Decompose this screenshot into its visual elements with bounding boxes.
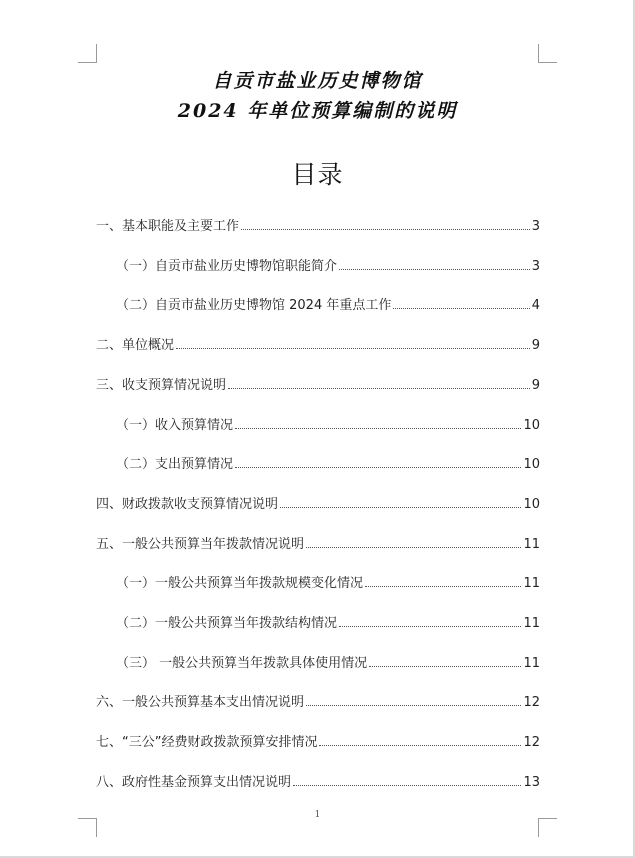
toc-dot-leader bbox=[293, 784, 521, 786]
toc-entry-page-number: 11 bbox=[523, 655, 540, 671]
toc-entry[interactable] bbox=[96, 530, 540, 552]
toc-dot-leader bbox=[393, 307, 529, 309]
toc-entry-page-number: 11 bbox=[523, 536, 540, 552]
toc-entry[interactable] bbox=[96, 212, 540, 234]
toc-entry-page-number: 13 bbox=[523, 774, 540, 790]
toc-entry-text: （一）自贡市盐业历史博物馆职能简介 bbox=[116, 258, 338, 274]
toc-entry-text: 七、“三公”经费财政拨款预算安排情况 bbox=[96, 735, 318, 751]
toc-entry-text: 五、一般公共预算当年拨款情况说明 bbox=[96, 536, 305, 552]
toc-entry-page-number: 10 bbox=[523, 457, 540, 473]
toc-entry[interactable] bbox=[116, 609, 540, 631]
toc-entry-page-number: 10 bbox=[523, 496, 540, 512]
toc-dot-leader bbox=[365, 585, 521, 587]
toc-entry[interactable] bbox=[116, 252, 540, 274]
toc-dot-leader bbox=[235, 427, 521, 429]
toc-entry-page-number: 10 bbox=[523, 417, 540, 433]
toc-entry-text: 一、基本职能及主要工作 bbox=[96, 219, 240, 234]
toc-dot-leader bbox=[228, 387, 530, 389]
toc-heading: 目录 bbox=[291, 160, 344, 189]
toc-dot-leader bbox=[241, 228, 530, 230]
toc-entry[interactable] bbox=[116, 569, 540, 591]
toc-entry[interactable] bbox=[96, 728, 540, 750]
toc-entry[interactable] bbox=[116, 291, 540, 313]
toc-entry[interactable] bbox=[116, 450, 540, 472]
toc-entry-text: （二）支出预算情况 bbox=[116, 457, 234, 473]
toc-entry-page-number: 12 bbox=[523, 735, 540, 751]
toc-entry-page-number: 3 bbox=[531, 219, 540, 234]
toc-entry[interactable] bbox=[96, 331, 540, 353]
toc-entry-text: 四、财政拨款收支预算情况说明 bbox=[96, 496, 279, 512]
toc-entry[interactable] bbox=[96, 688, 540, 710]
toc-entry-page-number: 3 bbox=[531, 258, 540, 274]
toc-entry[interactable] bbox=[116, 411, 540, 433]
toc-entry[interactable] bbox=[96, 371, 540, 393]
toc-entry-text: 二、单位概况 bbox=[96, 338, 175, 354]
toc-dot-leader bbox=[235, 466, 521, 468]
document-title-line-2: 2024 年单位预算编制的说明 bbox=[177, 100, 458, 122]
toc-entry-text: 六、一般公共预算基本支出情况说明 bbox=[96, 695, 305, 711]
toc-dot-leader bbox=[306, 704, 521, 706]
toc-dot-leader bbox=[176, 347, 530, 349]
toc-entry-page-number: 12 bbox=[523, 695, 540, 711]
toc-entry-text: 八、政府性基金预算支出情况说明 bbox=[96, 774, 292, 790]
toc-dot-leader bbox=[339, 625, 521, 627]
footer-page-number: 1 bbox=[314, 810, 321, 820]
toc-entry-page-number: 4 bbox=[531, 298, 540, 314]
toc-entry-page-number: 11 bbox=[523, 576, 540, 592]
crop-mark-top-left bbox=[78, 44, 97, 63]
toc-entry-text: （一）一般公共预算当年拨款规模变化情况 bbox=[116, 576, 364, 592]
toc-dot-leader bbox=[339, 268, 530, 270]
toc-entry-text: （三） 一般公共预算当年拨款具体使用情况 bbox=[116, 655, 368, 671]
toc-entry-page-number: 9 bbox=[531, 338, 540, 354]
toc-entry-text: （二）一般公共预算当年拨款结构情况 bbox=[116, 616, 338, 631]
toc-entry-page-number: 11 bbox=[523, 616, 540, 631]
toc-entry[interactable] bbox=[96, 768, 540, 790]
toc-entry-text: （二）自贡市盐业历史博物馆 2024 年重点工作 bbox=[116, 298, 392, 314]
document-title-line-1: 自贡市盐业历史博物馆 bbox=[212, 70, 423, 92]
toc-entry-text: 三、收支预算情况说明 bbox=[96, 377, 227, 393]
toc-entry-text: （一）收入预算情况 bbox=[116, 417, 234, 433]
toc-dot-leader bbox=[306, 546, 521, 548]
crop-mark-bottom-left bbox=[78, 818, 97, 837]
toc-dot-leader bbox=[280, 506, 521, 508]
toc-entry[interactable] bbox=[96, 490, 540, 512]
toc-dot-leader bbox=[369, 665, 521, 667]
toc-entry-page-number: 9 bbox=[531, 377, 540, 393]
toc-entry[interactable] bbox=[116, 649, 540, 671]
toc-dot-leader bbox=[319, 744, 521, 746]
crop-mark-top-right bbox=[538, 44, 557, 63]
crop-mark-bottom-right bbox=[538, 818, 557, 837]
